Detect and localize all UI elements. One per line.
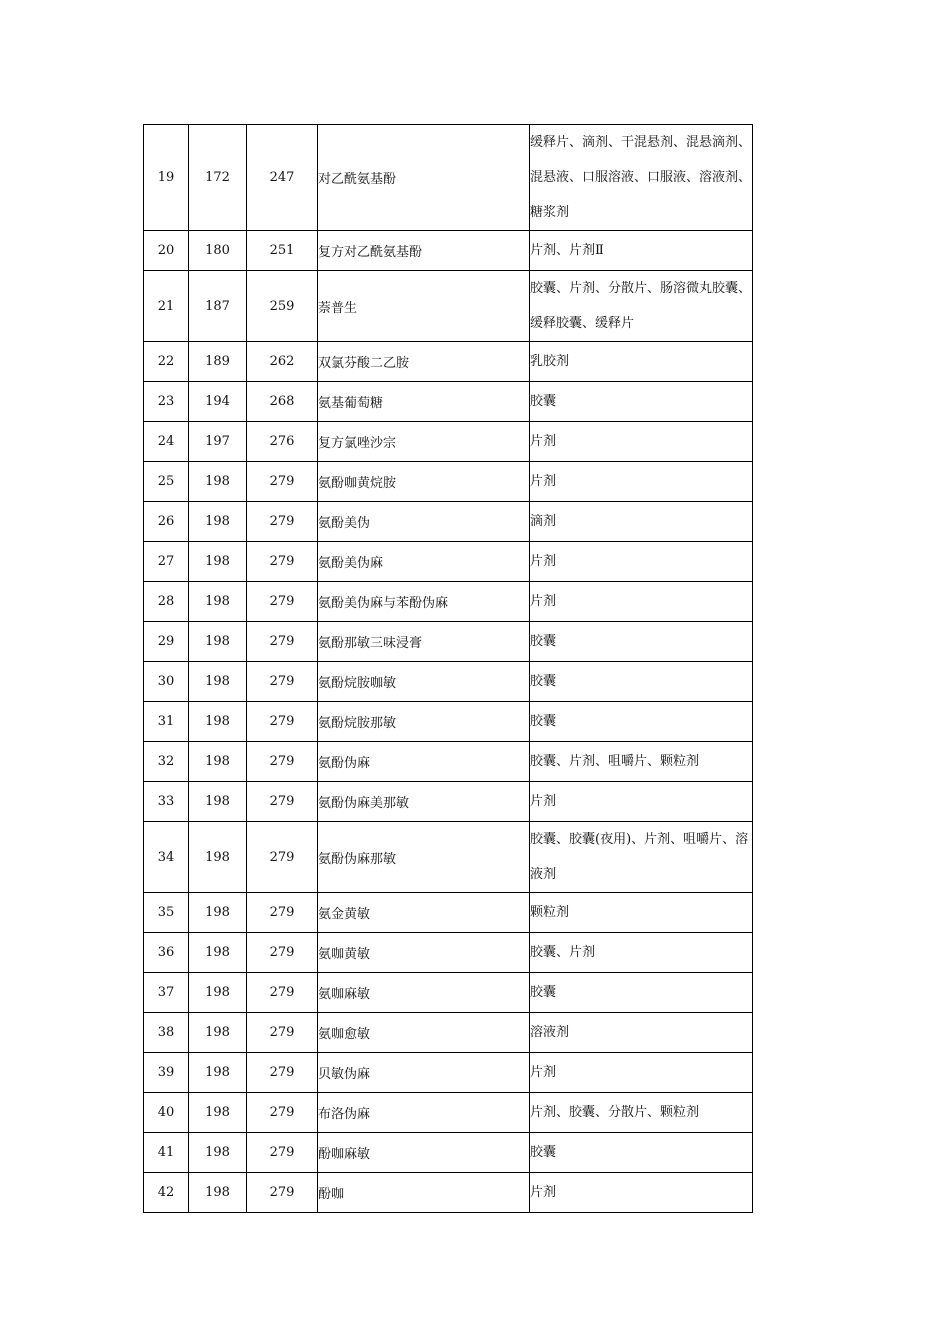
- catalog-number-cell: 198: [189, 973, 247, 1013]
- drug-name-cell: 氨酚烷胺咖敏: [318, 662, 530, 702]
- page-number-cell: 279: [247, 893, 318, 933]
- catalog-number-cell: 198: [189, 782, 247, 822]
- row-number-cell: 38: [144, 1013, 189, 1053]
- table-row: [144, 502, 753, 542]
- catalog-number-cell: 198: [189, 502, 247, 542]
- drug-table: [143, 124, 753, 1213]
- catalog-number-cell: 189: [189, 342, 247, 382]
- dosage-form-cell: 胶囊: [530, 702, 753, 742]
- row-number-cell: 29: [144, 622, 189, 662]
- table-row: [144, 542, 753, 582]
- drug-name-cell: 氨酚美伪麻与苯酚伪麻: [318, 582, 530, 622]
- row-number-cell: 28: [144, 582, 189, 622]
- dosage-form-cell: 溶液剂: [530, 1013, 753, 1053]
- page-number-cell: 279: [247, 933, 318, 973]
- catalog-number-cell: 198: [189, 933, 247, 973]
- drug-name-cell: 萘普生: [318, 271, 530, 342]
- table-row: [144, 125, 753, 231]
- page-number-cell: 251: [247, 231, 318, 271]
- row-number-cell: 40: [144, 1093, 189, 1133]
- row-number-cell: 19: [144, 125, 189, 231]
- table-row: [144, 271, 753, 342]
- page-number-cell: 279: [247, 702, 318, 742]
- catalog-number-cell: 197: [189, 422, 247, 462]
- page-number-cell: 247: [247, 125, 318, 231]
- table-row: [144, 893, 753, 933]
- drug-table-body: [144, 125, 753, 1213]
- table-row: [144, 1013, 753, 1053]
- page-number-cell: 262: [247, 342, 318, 382]
- dosage-form-cell: 片剂: [530, 462, 753, 502]
- drug-name-cell: 氨酚伪麻那敏: [318, 822, 530, 893]
- table-row: [144, 782, 753, 822]
- row-number-cell: 27: [144, 542, 189, 582]
- catalog-number-cell: 198: [189, 893, 247, 933]
- table-row: [144, 702, 753, 742]
- drug-name-cell: 氨酚美伪: [318, 502, 530, 542]
- table-row: [144, 933, 753, 973]
- row-number-cell: 36: [144, 933, 189, 973]
- catalog-number-cell: 198: [189, 822, 247, 893]
- row-number-cell: 37: [144, 973, 189, 1013]
- dosage-form-cell: 颗粒剂: [530, 893, 753, 933]
- dosage-form-cell: 片剂: [530, 582, 753, 622]
- dosage-form-cell: 胶囊、胶囊(夜用)、片剂、咀嚼片、溶液剂: [530, 822, 753, 893]
- row-number-cell: 42: [144, 1173, 189, 1213]
- catalog-number-cell: 198: [189, 1013, 247, 1053]
- drug-name-cell: 氨金黄敏: [318, 893, 530, 933]
- table-row: [144, 742, 753, 782]
- dosage-form-cell: 片剂: [530, 1053, 753, 1093]
- catalog-number-cell: 187: [189, 271, 247, 342]
- table-row: [144, 1053, 753, 1093]
- row-number-cell: 32: [144, 742, 189, 782]
- catalog-number-cell: 198: [189, 1133, 247, 1173]
- table-row: [144, 1173, 753, 1213]
- drug-name-cell: 酚咖: [318, 1173, 530, 1213]
- page-number-cell: 279: [247, 1093, 318, 1133]
- drug-name-cell: 复方对乙酰氨基酚: [318, 231, 530, 271]
- row-number-cell: 31: [144, 702, 189, 742]
- row-number-cell: 30: [144, 662, 189, 702]
- row-number-cell: 33: [144, 782, 189, 822]
- dosage-form-cell: 滴剂: [530, 502, 753, 542]
- page-number-cell: 279: [247, 502, 318, 542]
- drug-name-cell: 贝敏伪麻: [318, 1053, 530, 1093]
- row-number-cell: 39: [144, 1053, 189, 1093]
- page-number-cell: 268: [247, 382, 318, 422]
- drug-name-cell: 氨酚伪麻美那敏: [318, 782, 530, 822]
- dosage-form-cell: 片剂、胶囊、分散片、颗粒剂: [530, 1093, 753, 1133]
- dosage-form-cell: 片剂、片剂Ⅱ: [530, 231, 753, 271]
- row-number-cell: 34: [144, 822, 189, 893]
- table-row: [144, 422, 753, 462]
- page-number-cell: 276: [247, 422, 318, 462]
- row-number-cell: 25: [144, 462, 189, 502]
- row-number-cell: 22: [144, 342, 189, 382]
- dosage-form-cell: 胶囊: [530, 1133, 753, 1173]
- page-number-cell: 279: [247, 462, 318, 502]
- dosage-form-cell: 片剂: [530, 422, 753, 462]
- table-row: [144, 1093, 753, 1133]
- table-row: [144, 973, 753, 1013]
- catalog-number-cell: 198: [189, 542, 247, 582]
- row-number-cell: 41: [144, 1133, 189, 1173]
- catalog-number-cell: 180: [189, 231, 247, 271]
- dosage-form-cell: 乳胶剂: [530, 342, 753, 382]
- catalog-number-cell: 198: [189, 622, 247, 662]
- dosage-form-cell: 胶囊: [530, 973, 753, 1013]
- drug-name-cell: 双氯芬酸二乙胺: [318, 342, 530, 382]
- page-number-cell: 279: [247, 1173, 318, 1213]
- page-number-cell: 279: [247, 662, 318, 702]
- drug-name-cell: 布洛伪麻: [318, 1093, 530, 1133]
- drug-name-cell: 氨酚美伪麻: [318, 542, 530, 582]
- dosage-form-cell: 片剂: [530, 782, 753, 822]
- drug-name-cell: 氨咖黄敏: [318, 933, 530, 973]
- drug-name-cell: 氨酚咖黄烷胺: [318, 462, 530, 502]
- catalog-number-cell: 194: [189, 382, 247, 422]
- row-number-cell: 20: [144, 231, 189, 271]
- catalog-number-cell: 198: [189, 1053, 247, 1093]
- catalog-number-cell: 198: [189, 702, 247, 742]
- drug-name-cell: 氨咖麻敏: [318, 973, 530, 1013]
- catalog-number-cell: 198: [189, 1173, 247, 1213]
- dosage-form-cell: 缓释片、滴剂、干混悬剂、混悬滴剂、混悬液、口服溶液、口服液、溶液剂、糖浆剂: [530, 125, 753, 231]
- page-number-cell: 279: [247, 782, 318, 822]
- row-number-cell: 24: [144, 422, 189, 462]
- drug-name-cell: 酚咖麻敏: [318, 1133, 530, 1173]
- row-number-cell: 35: [144, 893, 189, 933]
- drug-name-cell: 氨基葡萄糖: [318, 382, 530, 422]
- catalog-number-cell: 198: [189, 582, 247, 622]
- page-number-cell: 279: [247, 973, 318, 1013]
- table-row: [144, 822, 753, 893]
- dosage-form-cell: 片剂: [530, 1173, 753, 1213]
- catalog-number-cell: 198: [189, 662, 247, 702]
- page-number-cell: 279: [247, 622, 318, 662]
- table-row: [144, 462, 753, 502]
- drug-name-cell: 氨酚伪麻: [318, 742, 530, 782]
- page-number-cell: 279: [247, 1133, 318, 1173]
- dosage-form-cell: 胶囊、片剂、分散片、肠溶微丸胶囊、缓释胶囊、缓释片: [530, 271, 753, 342]
- drug-name-cell: 复方氯唑沙宗: [318, 422, 530, 462]
- row-number-cell: 23: [144, 382, 189, 422]
- row-number-cell: 21: [144, 271, 189, 342]
- dosage-form-cell: 胶囊: [530, 382, 753, 422]
- drug-name-cell: 对乙酰氨基酚: [318, 125, 530, 231]
- drug-name-cell: 氨咖愈敏: [318, 1013, 530, 1053]
- dosage-form-cell: 胶囊、片剂、咀嚼片、颗粒剂: [530, 742, 753, 782]
- table-row: [144, 622, 753, 662]
- dosage-form-cell: 片剂: [530, 542, 753, 582]
- page-number-cell: 279: [247, 542, 318, 582]
- catalog-number-cell: 198: [189, 742, 247, 782]
- catalog-number-cell: 172: [189, 125, 247, 231]
- page-number-cell: 279: [247, 822, 318, 893]
- table-row: [144, 342, 753, 382]
- catalog-number-cell: 198: [189, 1093, 247, 1133]
- table-row: [144, 582, 753, 622]
- table-row: [144, 1133, 753, 1173]
- page-number-cell: 279: [247, 742, 318, 782]
- catalog-number-cell: 198: [189, 462, 247, 502]
- drug-name-cell: 氨酚那敏三味浸膏: [318, 622, 530, 662]
- page-number-cell: 279: [247, 582, 318, 622]
- page-number-cell: 279: [247, 1013, 318, 1053]
- dosage-form-cell: 胶囊: [530, 622, 753, 662]
- row-number-cell: 26: [144, 502, 189, 542]
- page-number-cell: 279: [247, 1053, 318, 1093]
- table-row: [144, 231, 753, 271]
- table-row: [144, 662, 753, 702]
- dosage-form-cell: 胶囊: [530, 662, 753, 702]
- table-row: [144, 382, 753, 422]
- page-number-cell: 259: [247, 271, 318, 342]
- dosage-form-cell: 胶囊、片剂: [530, 933, 753, 973]
- drug-name-cell: 氨酚烷胺那敏: [318, 702, 530, 742]
